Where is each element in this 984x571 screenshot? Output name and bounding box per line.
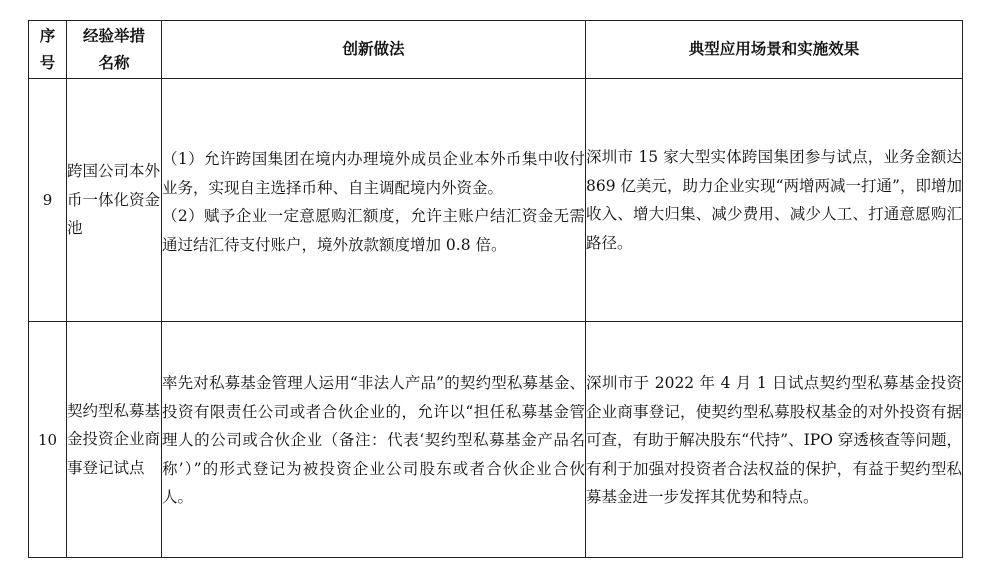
table-row: [29, 79, 963, 322]
row-name: 契约型私募基金投资企业商事登记试点: [67, 322, 162, 558]
row-name: 跨国公司本外币一体化资金池: [67, 79, 162, 322]
experience-table: [28, 20, 963, 558]
row-effect: 深圳市于 2022 年 4 月 1 日试点契约型私募基金投资企业商事登记，使契约型私募股权基金的对外投资有据可查，有助于解决股东“代持”、IPO 穿透核查等问题，有利于加强对投资者合法权益的保护，有益于契约型私募基金进一步发挥其优势和特点。: [586, 322, 963, 558]
row-seq: 9: [29, 79, 67, 322]
header-effect: 典型应用场景和实施效果: [586, 21, 963, 79]
header-method: 创新做法: [162, 21, 586, 79]
table-row: [29, 322, 963, 558]
header-seq: 序号: [29, 21, 67, 79]
row-effect: 深圳市 15 家大型实体跨国集团参与试点，业务金额达 869 亿美元，助力企业实现“两增两减一打通”，即增加收入、增大归集、减少费用、减少人工、打通意愿购汇路径。: [586, 79, 963, 322]
header-row: [29, 21, 963, 79]
method-item-2: （2）赋予企业一定意愿购汇额度，允许主账户结汇资金无需通过结汇待支付账户，境外放款额度增加 0.8 倍。: [162, 207, 585, 254]
header-name: 经验举措名称: [67, 21, 162, 79]
row-method: [162, 79, 586, 322]
method-item-1: （1）允许跨国集团在境内办理境外成员企业本外币集中收付业务，实现自主选择币种、自主调配境内外资金。: [162, 150, 585, 197]
row-method: 率先对私募基金管理人运用“非法人产品”的契约型私募基金、投资有限责任公司或者合伙企业的，允许以“担任私募基金管理人的公司或合伙企业（备注：代表‘契约型私募基金产品名称’）”的形式登记为被投资企业公司股东或者合伙企业合伙人。: [162, 322, 586, 558]
row-seq: 10: [29, 322, 67, 558]
